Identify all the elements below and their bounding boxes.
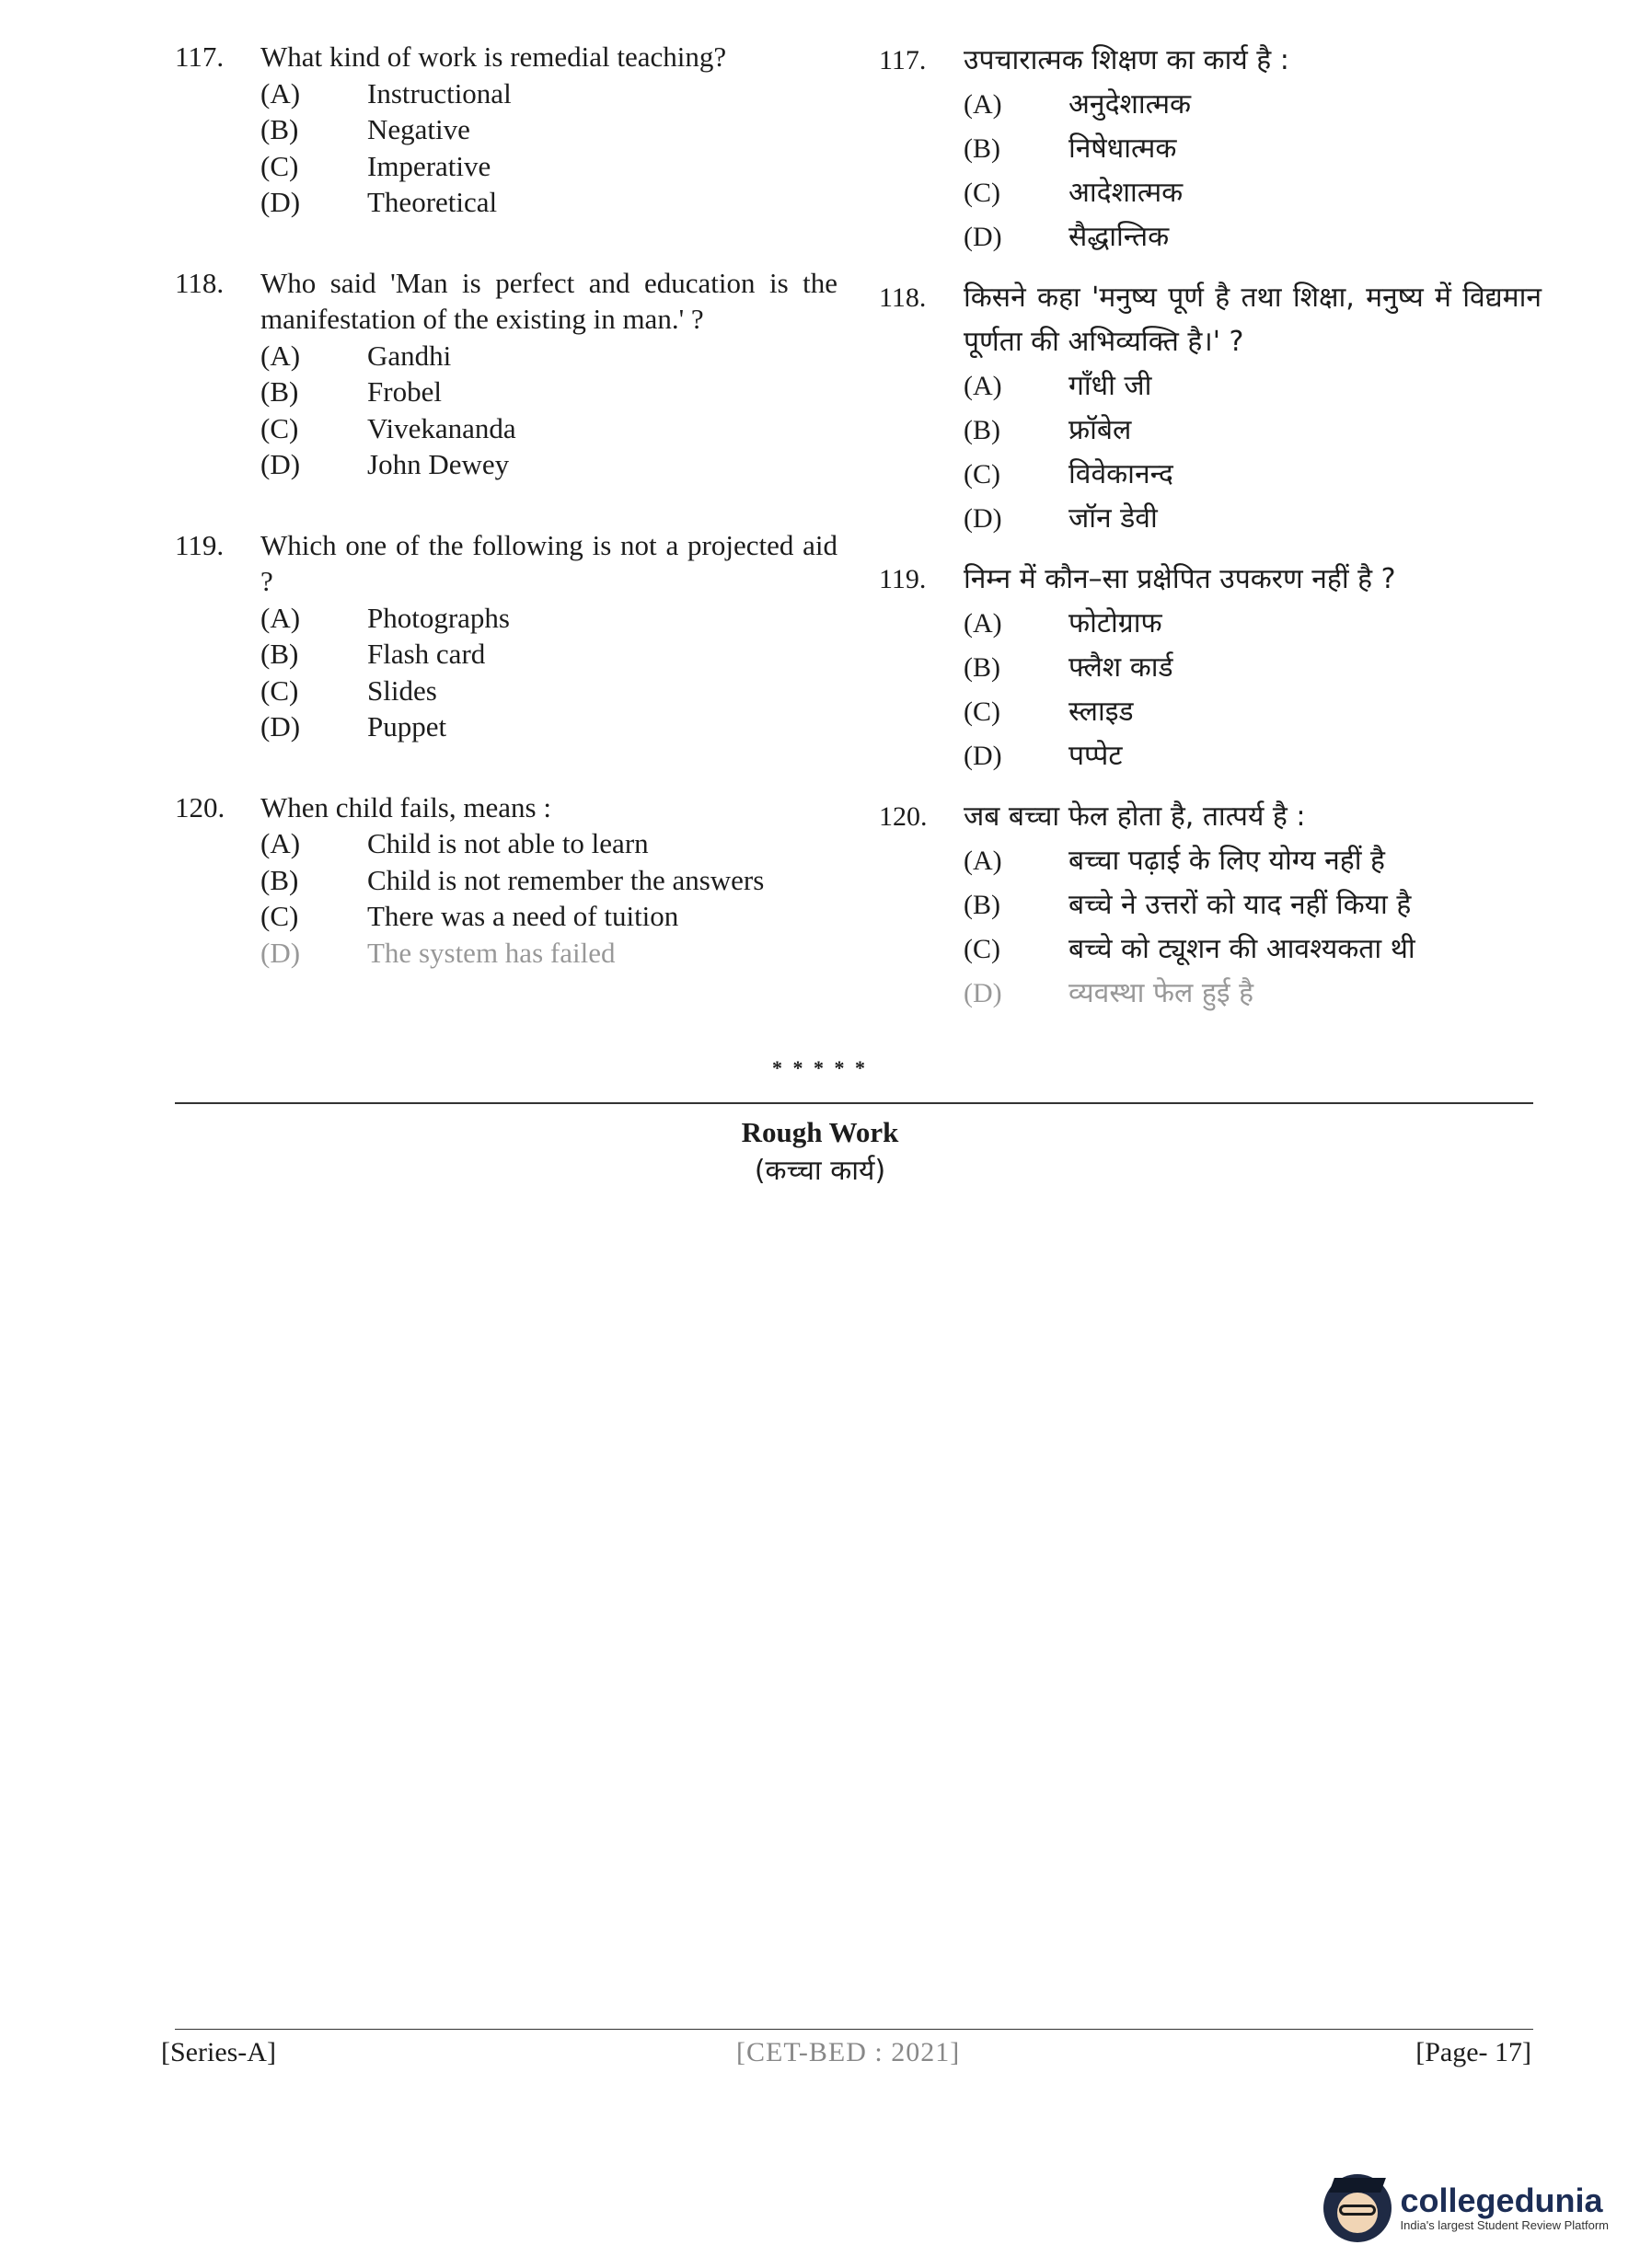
option-text: There was a need of tuition: [367, 900, 679, 932]
option-label: (D): [964, 222, 1002, 252]
question-stem: निम्न में कौन–सा प्रक्षेपित उपकरण नहीं है ?: [964, 563, 1396, 595]
end-marker: * * * * *: [772, 1056, 868, 1079]
option-a: [260, 75, 837, 112]
question-119-en: [175, 527, 837, 745]
option-label: (A): [260, 827, 301, 859]
option-label: (C): [964, 934, 1000, 964]
option-text: The system has failed: [367, 936, 616, 969]
option-c: [260, 673, 837, 709]
option-a: [964, 602, 1542, 646]
option-text: सैद्धान्तिक: [1068, 221, 1170, 253]
question-stem: What kind of work is remedial teaching?: [260, 40, 727, 73]
option-label: (D): [964, 741, 1002, 771]
option-b: [964, 127, 1542, 171]
question-stem: Which one of the following is not a projected aid ?: [260, 528, 837, 597]
option-label: (A): [964, 371, 1002, 401]
question-120-hi: [879, 795, 1542, 1016]
option-label: (C): [260, 411, 299, 444]
option-label: (C): [260, 673, 299, 707]
page-number: [Page- 17]: [1415, 2037, 1531, 2067]
exam-code: [CET-BED : 2021]: [736, 2037, 961, 2067]
option-label: (A): [964, 846, 1002, 876]
option-label: (C): [964, 697, 1000, 727]
option-text: बच्चे को ट्यूशन की आवश्यकता थी: [1068, 933, 1415, 965]
option-d: [964, 972, 1542, 1016]
question-118-hi: [879, 276, 1542, 541]
option-c: [964, 171, 1542, 215]
option-text: John Dewey: [367, 448, 510, 480]
option-b: [964, 409, 1542, 453]
series-label: [Series-A]: [161, 2037, 276, 2067]
option-text: Flash card: [367, 638, 486, 670]
option-a: [260, 600, 837, 637]
option-label: (B): [964, 652, 1000, 683]
option-c: [964, 927, 1542, 972]
option-label: (D): [964, 503, 1002, 534]
option-a: [260, 825, 837, 862]
option-label: (B): [260, 375, 299, 408]
option-text: स्लाइड: [1068, 696, 1134, 728]
question-number: 118.: [879, 282, 927, 313]
option-text: बच्चा पढ़ाई के लिए योग्य नहीं है: [1068, 845, 1385, 877]
option-d: [964, 734, 1542, 778]
question-117-hi: [879, 39, 1542, 259]
option-label: (D): [260, 710, 301, 743]
question-number: 120.: [175, 790, 225, 823]
question-119-hi: [879, 558, 1542, 778]
option-label: (B): [260, 113, 299, 145]
option-b: [964, 883, 1542, 927]
option-label: (B): [964, 133, 1000, 164]
option-a: [964, 364, 1542, 409]
option-label: (B): [964, 415, 1000, 445]
divider-line: [175, 1102, 1533, 1104]
option-text: विवेकानन्द: [1068, 458, 1173, 490]
rough-work-title: Rough Work: [741, 1116, 899, 1148]
option-label: (B): [964, 890, 1000, 920]
option-label: (D): [964, 978, 1002, 1008]
option-text: Child is not able to learn: [367, 827, 649, 859]
collegedunia-watermark: [1323, 2174, 1609, 2242]
question-stem: जब बच्चा फेल होता है, तात्पर्य है :: [964, 800, 1306, 833]
footer-divider: [175, 2029, 1533, 2030]
option-text: Theoretical: [367, 186, 498, 218]
question-118-en: [175, 265, 837, 483]
option-b: [260, 111, 837, 148]
option-text: फोटोग्राफ: [1068, 607, 1162, 639]
hindi-column: [879, 39, 1542, 1032]
rough-work-title-hindi: (कच्चा कार्य): [754, 1155, 886, 1187]
option-label: (C): [964, 178, 1000, 208]
option-a: [964, 83, 1542, 127]
option-c: [964, 690, 1542, 734]
option-text: फ्लैश कार्ड: [1068, 651, 1173, 684]
mascot-icon: [1323, 2174, 1392, 2242]
option-label: (D): [260, 186, 301, 218]
question-120-en: [175, 789, 837, 972]
option-d: [260, 935, 837, 972]
option-text: Instructional: [367, 76, 512, 109]
option-text: Slides: [367, 673, 437, 707]
option-text: गाँधी जी: [1068, 370, 1152, 402]
option-label: (B): [260, 863, 299, 896]
brand-tagline: India's largest Student Review Platform: [1400, 2218, 1609, 2232]
option-text: पप्पेट: [1068, 740, 1123, 772]
question-number: 117.: [175, 40, 225, 73]
option-text: Puppet: [367, 710, 447, 743]
option-text: Gandhi: [367, 339, 452, 372]
option-b: [260, 862, 837, 899]
option-text: आदेशात्मक: [1068, 177, 1184, 209]
option-d: [964, 215, 1542, 259]
option-label: (B): [260, 638, 299, 670]
option-label: (C): [260, 149, 299, 182]
option-text: निषेधात्मक: [1068, 132, 1177, 165]
english-column: [175, 39, 837, 1015]
option-b: [260, 636, 837, 673]
option-label: (A): [964, 608, 1002, 639]
option-label: (C): [964, 459, 1000, 489]
option-label: (D): [260, 448, 301, 480]
option-d: [964, 497, 1542, 541]
option-text: Frobel: [367, 375, 442, 408]
option-text: Child is not remember the answers: [367, 863, 765, 896]
option-text: Vivekananda: [367, 411, 516, 444]
option-text: बच्चे ने उत्तरों को याद नहीं किया है: [1068, 889, 1412, 921]
question-number: 120.: [879, 801, 928, 832]
option-text: जॉन डेवी: [1068, 502, 1158, 535]
question-stem: When child fails, means :: [260, 790, 551, 823]
question-number: 118.: [175, 266, 225, 299]
option-c: [964, 453, 1542, 497]
option-d: [260, 184, 837, 221]
option-text: व्यवस्था फेल हुई है: [1068, 977, 1254, 1009]
option-text: Imperative: [367, 149, 491, 182]
option-c: [260, 410, 837, 447]
option-b: [964, 646, 1542, 690]
option-d: [260, 446, 837, 483]
option-b: [260, 374, 837, 410]
option-text: फ्रॉबेल: [1068, 414, 1132, 446]
option-label: (C): [260, 900, 299, 932]
option-label: (A): [260, 339, 301, 372]
rough-work-heading: [0, 1113, 1640, 1191]
option-label: (A): [260, 76, 301, 109]
option-text: अनुदेशात्मक: [1068, 88, 1192, 121]
question-117-en: [175, 39, 837, 221]
option-a: [964, 839, 1542, 883]
option-d: [260, 708, 837, 745]
option-a: [260, 338, 837, 374]
option-c: [260, 148, 837, 185]
question-stem: Who said 'Man is perfect and education is the manifestation of the existing in man.' ?: [260, 266, 837, 335]
question-stem: किसने कहा 'मनुष्य पूर्ण है तथा शिक्षा, मनुष्य में विद्यमान पूर्णता की अभिव्यक्ति है।' ?: [964, 282, 1542, 358]
option-label: (D): [260, 936, 301, 969]
question-stem: उपचारात्मक शिक्षण का कार्य है :: [964, 44, 1289, 76]
question-number: 119.: [175, 528, 225, 561]
question-number: 117.: [879, 45, 927, 75]
question-number: 119.: [879, 564, 927, 594]
option-text: Photographs: [367, 601, 510, 634]
brand-name: collegedunia: [1400, 2182, 1603, 2219]
option-text: Negative: [367, 113, 470, 145]
option-label: (A): [260, 601, 301, 634]
option-c: [260, 898, 837, 935]
option-label: (A): [964, 89, 1002, 120]
